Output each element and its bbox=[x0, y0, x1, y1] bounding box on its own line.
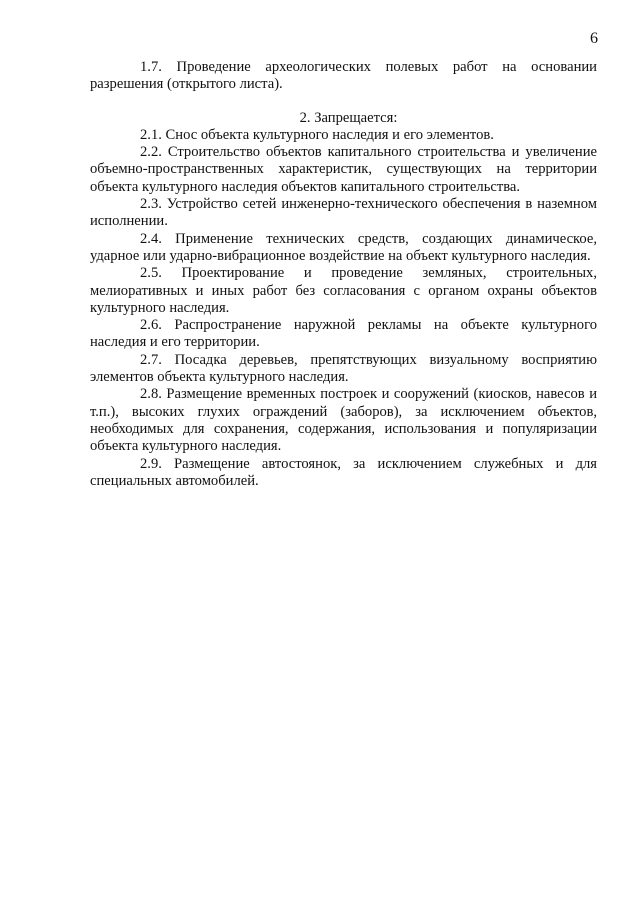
clause-1-7: 1.7. Проведение археологических полевых работ на основании разрешения (открытого листа). bbox=[90, 59, 597, 93]
clause-2-1: 2.1. Снос объекта культурного наследия и его элементов. bbox=[140, 126, 494, 143]
clause-2-2: 2.2. Строительство объектов капитального строительства и увеличение объемно-пространственных характеристик, существующих на территории объекта культурного наследия объектов капитального строительства. bbox=[90, 144, 597, 195]
clause-2-6: 2.6. Распространение наружной рекламы на объекте культурного наследия и его территории. bbox=[90, 317, 597, 351]
clause-2-4: 2.4. Применение технических средств, создающих динамическое, ударное или ударно-вибрационное воздействие на объект культурного наследия. bbox=[90, 230, 597, 264]
clause-2-7: 2.7. Посадка деревьев, препятствующих визуальному восприятию элементов объекта культурного наследия. bbox=[90, 351, 597, 386]
page-number: 6 bbox=[590, 30, 598, 47]
clause-2-5: 2.5. Проектирование и проведение земляных, строительных, мелиоративных и иных работ без согласования с органом охраны объектов культурного наследия. bbox=[90, 265, 597, 316]
document-body bbox=[90, 59, 597, 490]
clause-2-9: 2.9. Размещение автостоянок, за исключением служебных и для специальных автомобилей. bbox=[90, 455, 597, 489]
clause-2-8: 2.8. Размещение временных построек и сооружений (киосков, навесов и т.п.), высоких глухих ограждений (заборов), за исключением объектов, необходимых для сохранения, содержания, использования и популяризации объекта культурного наследия. bbox=[90, 386, 597, 455]
section-heading-prohibited: 2. Запрещается: bbox=[299, 109, 398, 126]
clause-2-3: 2.3. Устройство сетей инженерно-технического обеспечения в наземном исполнении. bbox=[90, 196, 597, 230]
